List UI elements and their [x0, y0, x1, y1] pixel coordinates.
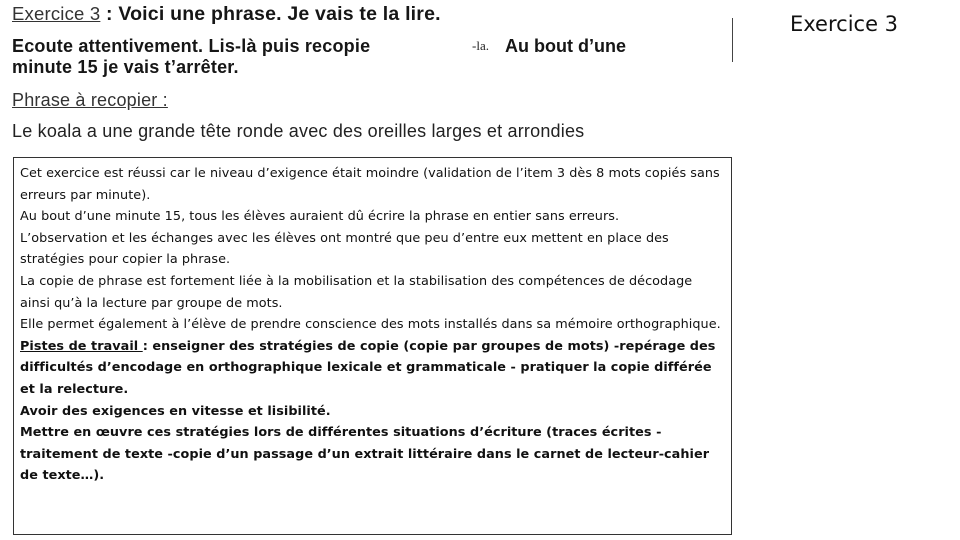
analysis-paragraph: Avoir des exigences en vitesse et lisibilité.	[20, 403, 331, 419]
sentence-to-copy: Le koala a une grande tête ronde avec des oreilles larges et arrondies	[12, 121, 585, 141]
scan-edge-divider	[732, 18, 733, 62]
analysis-paragraph: La copie de phrase est fortement liée à la mobilisation et la stabilisation des compétences de décodage ainsi qu’à la lecture par groupe de mots.	[20, 273, 693, 311]
handwritten-correction: -la.	[472, 38, 489, 53]
exercise-title	[12, 3, 441, 26]
slide-title: Exercice 3	[790, 12, 899, 36]
instruction-line-2: minute 15 je vais t’arrêter.	[12, 57, 239, 77]
pistes-paragraph	[20, 336, 725, 401]
analysis-paragraph: L’observation et les échanges avec les élèves ont montré que peu d’entre eux mettent en place des stratégies pour copier la phrase.	[20, 230, 669, 268]
analysis-text-box	[13, 157, 732, 535]
scanned-exercise-image	[0, 0, 735, 150]
analysis-paragraph: Au bout d’une minute 15, tous les élèves auraient dû écrire la phrase en entier sans erreurs.	[20, 209, 620, 225]
analysis-paragraph: Cet exercice est réussi car le niveau d’exigence était moindre (validation de l’item 3 dès 8 mots copiés sans erreurs par minute).	[20, 166, 720, 203]
exercise-colon: :	[100, 3, 113, 25]
pistes-label: Pistes de travail	[20, 338, 143, 354]
analysis-paragraph: Mettre en œuvre ces stratégies lors de différentes situations d’écriture (traces écrites - traitement de texte -copie d’un passage d’un extrait littéraire dans le carnet de lecteur-cahier de texte…).	[20, 425, 710, 484]
subheading: Phrase à recopier :	[12, 90, 168, 110]
instruction-line-1: Ecoute attentivement. Lis-là puis recopie	[12, 36, 371, 56]
instruction-line-1-end: Au bout d’une	[505, 36, 626, 56]
exercise-title-text: Voici une phrase. Je vais te la lire.	[118, 3, 441, 25]
exercise-label: Exercice 3	[12, 3, 101, 24]
analysis-paragraph: Elle permet également à l’élève de prendre conscience des mots installés dans sa mémoire orthographique.	[20, 317, 721, 333]
pistes-text: : enseigner des stratégies de copie (copie par groupes de mots) -repérage des difficultés d’encodage en orthographique lexicale et grammaticale - pratiquer la copie différée et la relecture.	[20, 338, 716, 397]
